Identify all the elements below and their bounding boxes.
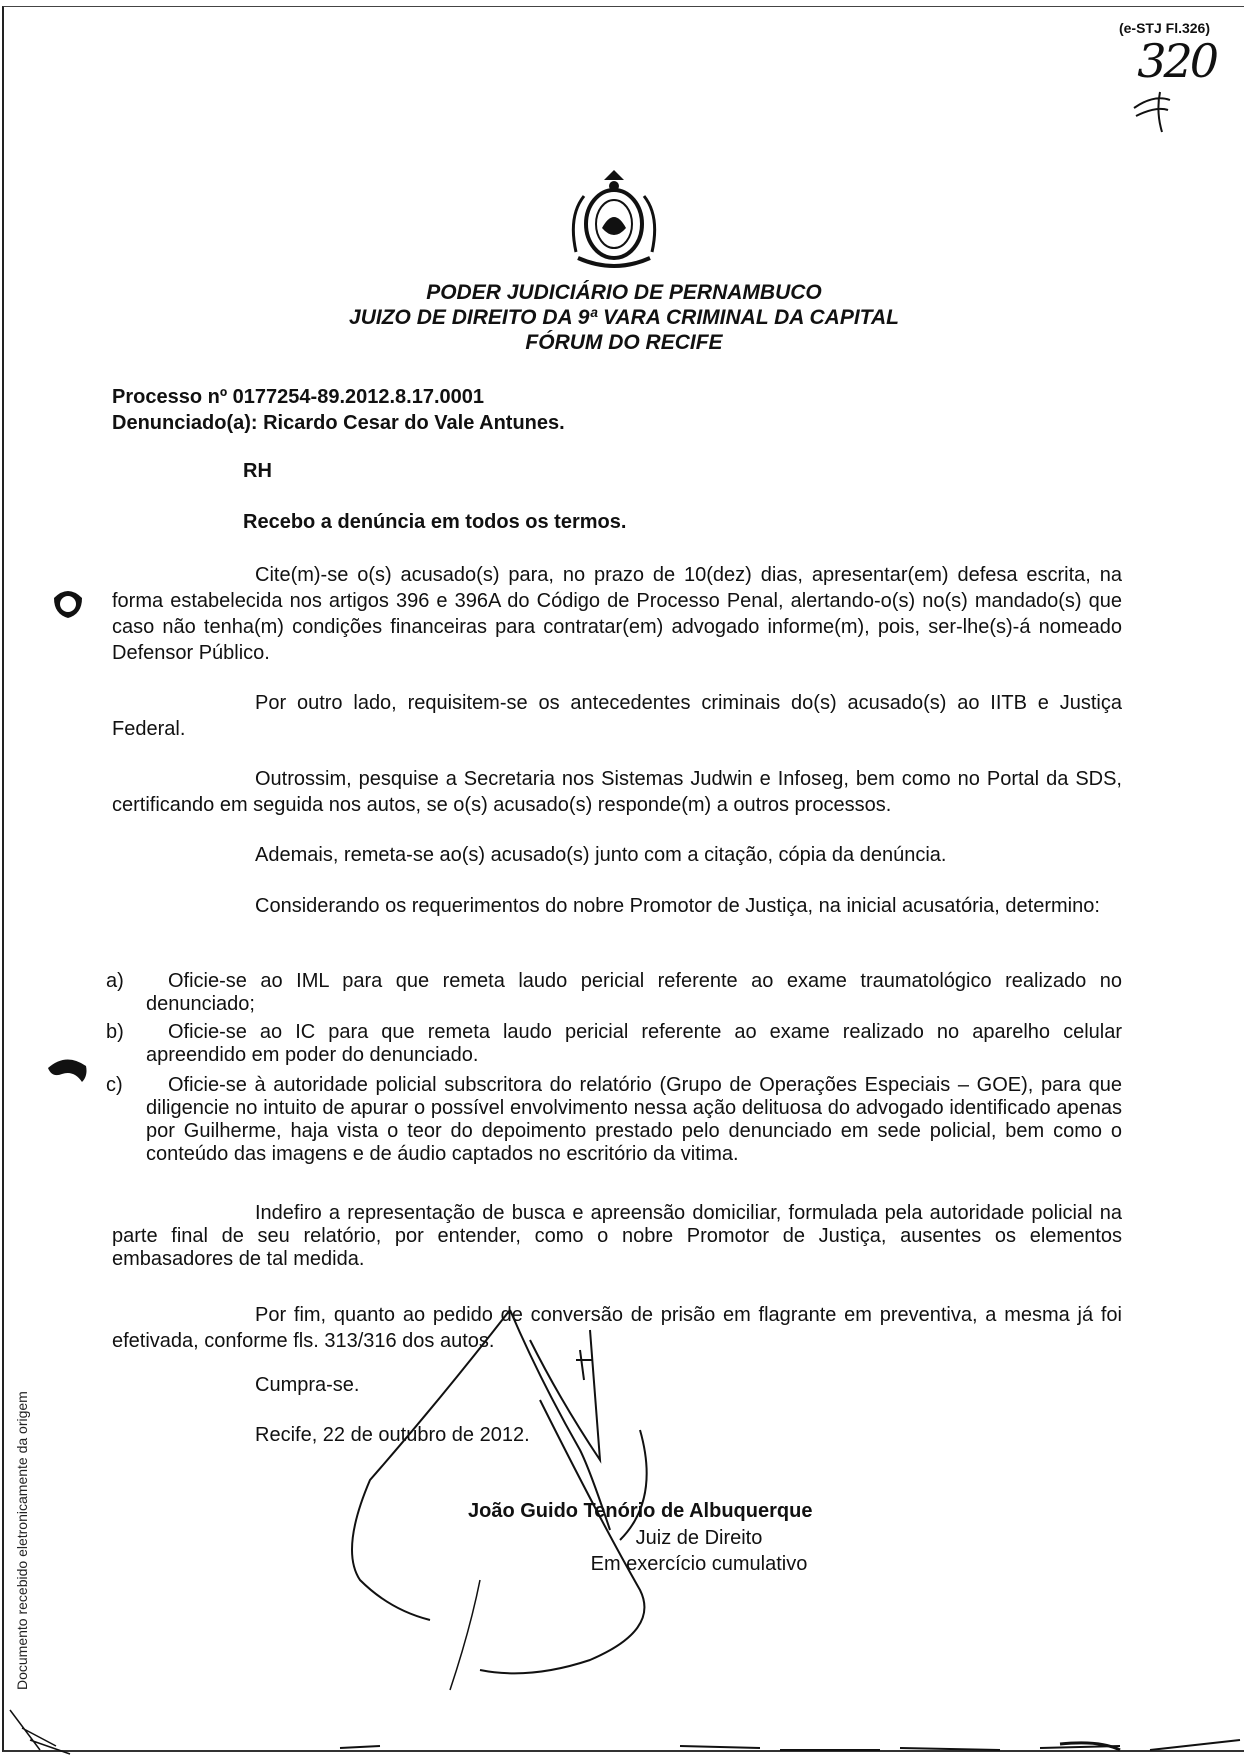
judge-role: Juiz de Direito: [635, 1527, 763, 1549]
reception-statement: Recebo a denúncia em todos os termos.: [243, 511, 627, 533]
court-header: [0, 280, 1248, 355]
case-number: Processo nº 0177254-89.2012.8.17.0001: [112, 386, 485, 408]
handwritten-signature: [340, 1290, 700, 1710]
side-note: Documento recebido eletronicamente da origem: [14, 1391, 30, 1690]
paragraph-citation: Cite(m)-se o(s) acusado(s) para, no prazo de 10(dez) dias, apresentar(em) defesa escrita, na forma estabelecida nos artigos 396 e 396A do Código de Processo Penal, alertando-o(s) no(s) mandado(s) que caso não tenha(m) condições financeiras para contratar(em) advogado informe(m), pois, ser-lhe(s)-á nomeado Defensor Público.: [112, 564, 1122, 664]
handwritten-page-number: 320: [1137, 34, 1216, 88]
footer-scan-artifacts: [0, 1700, 1248, 1756]
list-item: a) Oficie-se ao IML para que remeta laudo pericial referente ao exame traumatológico realizado no denunciado;: [106, 970, 1122, 1015]
punch-hole-bottom: [46, 1052, 90, 1086]
judge-name: João Guido Tenório de Albuquerque: [468, 1500, 813, 1522]
paragraph-research: Outrossim, pesquise a Secretaria nos Sistemas Judwin e Infoseg, bem como no Portal da SDS, certificando em seguida nos autos, se o(s) acusado(s) responde(m) a outros processos.: [112, 768, 1122, 816]
paragraph-denial: Indefiro a representação de busca e apreensão domiciliar, formulada pela autoridade policial na parte final de seu relatório, por entender, como o nobre Promotor de Justiça, ausentes os elementos embasadores de tal medida.: [112, 1202, 1122, 1270]
paragraph-preventive: Por fim, quanto ao pedido de conversão de prisão em flagrante em preventiva, a mesma já foi efetivada, conforme fls. 313/316 dos autos.: [112, 1304, 1122, 1352]
defendant-name: Denunciado(a): Ricardo Cesar do Vale Antunes.: [112, 412, 565, 434]
page-stamp: (e-STJ Fl.326): [1118, 20, 1210, 36]
paragraph-antecedents: Por outro lado, requisitem-se os antecedentes criminais do(s) acusado(s) ao IITB e Justiça Federal.: [112, 692, 1122, 740]
header-line-1: PODER JUDICIÁRIO DE PERNAMBUCO: [426, 281, 822, 304]
judge-role-extra: Em exercício cumulativo: [590, 1553, 808, 1575]
punch-hole-top: [50, 584, 86, 620]
date-line: Recife, 22 de outubro de 2012.: [255, 1424, 530, 1446]
closing-order: Cumpra-se.: [255, 1374, 360, 1396]
list-item: b) Oficie-se ao IC para que remeta laudo pericial referente ao exame realizado no aparelho celular apreendido em poder do denunciado.: [106, 1021, 1122, 1066]
coat-of-arms-seal: [554, 166, 674, 276]
list-item: c) Oficie-se à autoridade policial subscritora do relatório (Grupo de Operações Especiais – GOE), para que diligencie no intuito de apurar o possível envolvimento nessa ação delituosa do advogado identificado apenas por Guilherme, haja vista o teor do depoimento prestado pelo denunciado em sede policial, bem como o conteúdo das imagens e de áudio captados no escritório da vitima.: [106, 1074, 1122, 1165]
case-info: [112, 384, 565, 436]
rubric-mark: [1126, 86, 1176, 136]
header-line-3: FÓRUM DO RECIFE: [525, 331, 723, 354]
paragraph-determination: Considerando os requerimentos do nobre Promotor de Justiça, na inicial acusatória, determino:: [255, 895, 1100, 917]
paragraph-copy: Ademais, remeta-se ao(s) acusado(s) junto com a citação, cópia da denúncia.: [255, 844, 947, 866]
header-line-2: JUIZO DE DIREITO DA 9ª VARA CRIMINAL DA CAPITAL: [349, 306, 899, 329]
rh-label: RH: [243, 460, 272, 482]
